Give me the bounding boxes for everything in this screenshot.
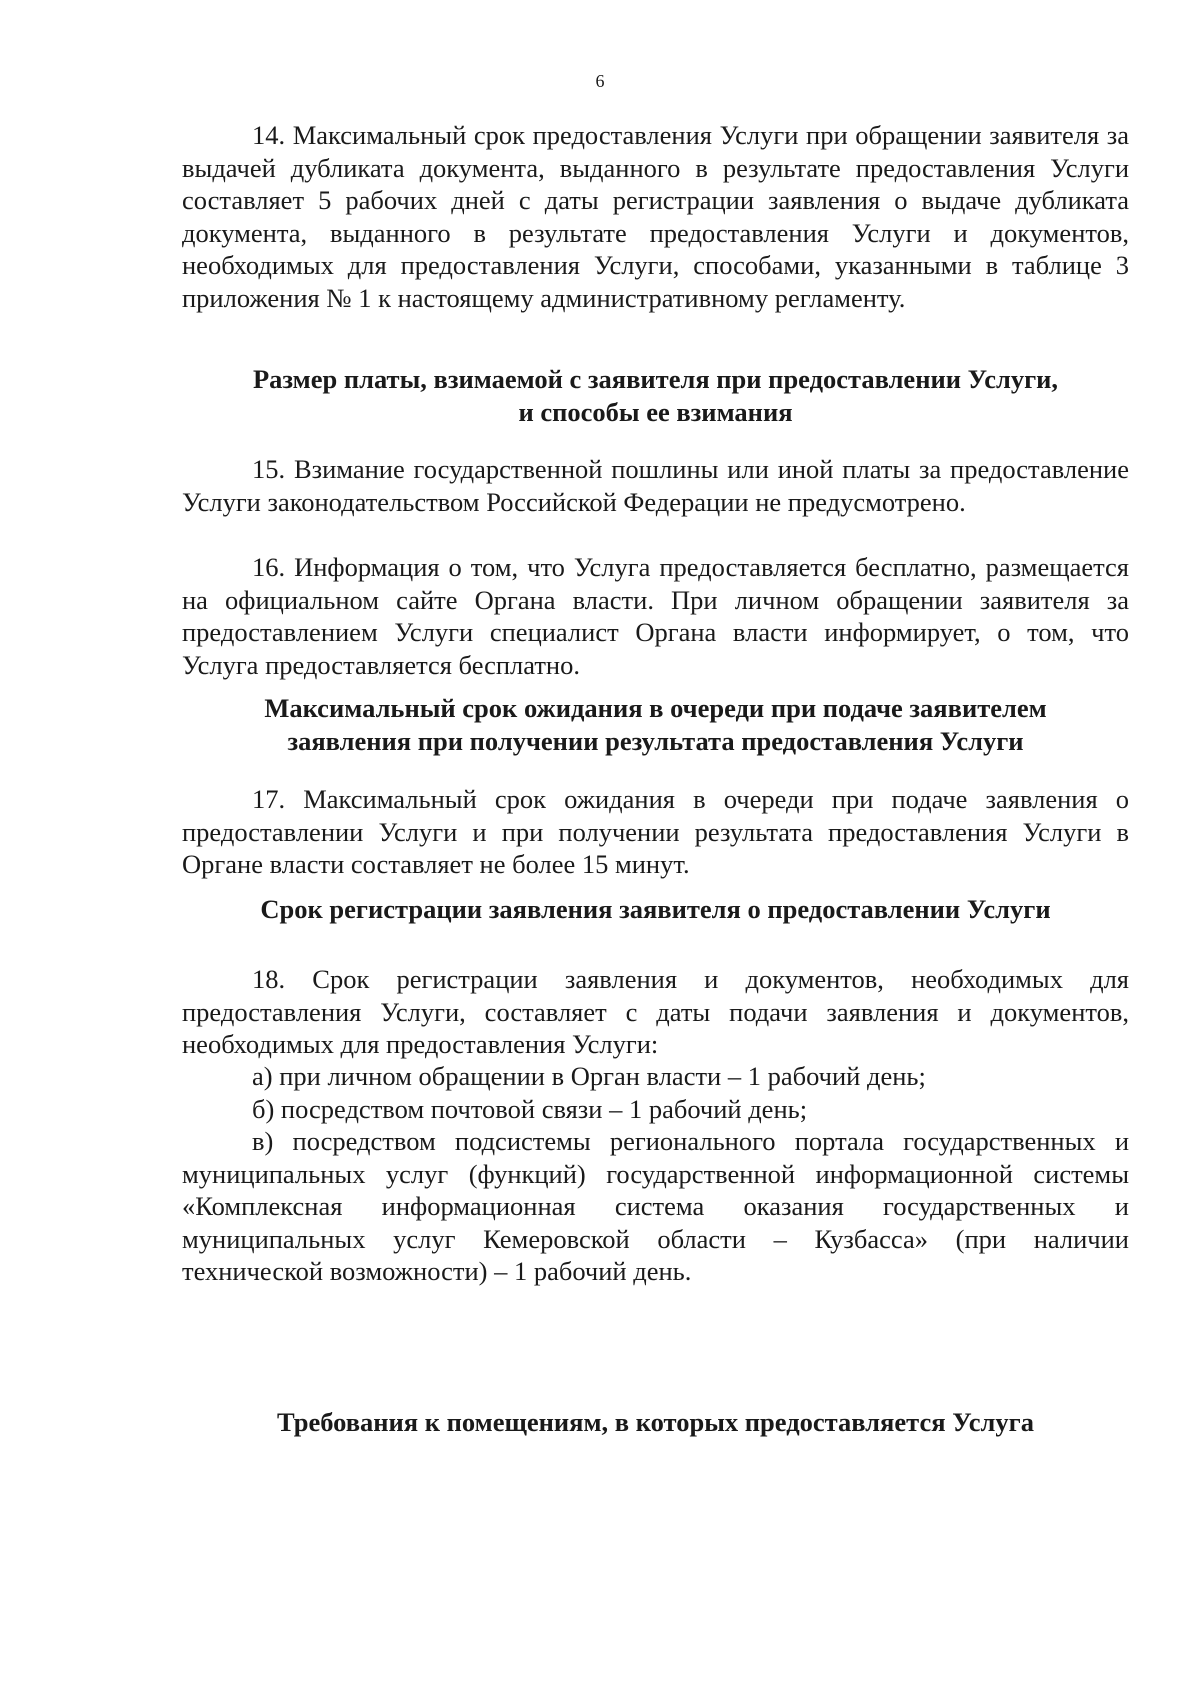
- heading-fee-line2: и способы ее взимания: [518, 396, 793, 427]
- heading-queue: [182, 692, 1129, 757]
- heading-queue-line2: заявления при получении результата предоставления Услуги: [287, 725, 1024, 756]
- heading-fee: [182, 363, 1129, 428]
- paragraph-18: 18. Срок регистрации заявления и документов, необходимых для предоставления Услуги, составляет с даты подачи заявления и документов, необходимых для предоставления Услуги:: [182, 964, 1129, 1060]
- heading-premises: Требования к помещениям, в которых предоставляется Услуга: [277, 1407, 1034, 1437]
- heading-fee-line1: Размер платы, взимаемой с заявителя при предоставлении Услуги,: [252, 364, 1059, 394]
- paragraph-18-item-b: б) посредством почтовой связи – 1 рабочий день;: [252, 1094, 808, 1124]
- paragraph-18-item-c: в) посредством подсистемы регионального портала государственных и муниципальных услуг (функций) государственной информационной системы «Комплексная информационная система оказания государственных и муниципальных услуг Кемеровской области – Кузбасса» (при наличии технической возможности) – 1 рабочий день.: [182, 1126, 1129, 1287]
- heading-queue-line1: Максимальный срок ожидания в очереди при подаче заявителем: [264, 693, 1047, 723]
- paragraph-18-item-a: а) при личном обращении в Орган власти – 1 рабочий день;: [252, 1061, 926, 1091]
- page-number: 6: [595, 71, 605, 91]
- paragraph-16: 16. Информация о том, что Услуга предоставляется бесплатно, размещается на официальном сайте Органа власти. При личном обращении заявителя за предоставлением Услуги специалист Органа власти информирует, о том, что Услуга предоставляется бесплатно.: [182, 552, 1129, 680]
- paragraph-17: 17. Максимальный срок ожидания в очереди при подаче заявления о предоставлении Услуги и при получении результата предоставления Услуги в Органе власти составляет не более 15 минут.: [182, 784, 1129, 880]
- heading-registration: Срок регистрации заявления заявителя о предоставлении Услуги: [260, 894, 1051, 924]
- paragraph-15: 15. Взимание государственной пошлины или иной платы за предоставление Услуги законодательством Российской Федерации не предусмотрено.: [182, 454, 1129, 517]
- paragraph-14: 14. Максимальный срок предоставления Услуги при обращении заявителя за выдачей дубликата документа, выданного в результате предоставления Услуги составляет 5 рабочих дней с даты регистрации заявления о выдаче дубликата документа, выданного в результате предоставления Услуги и документов, необходимых для предоставления Услуги, способами, указанными в таблице 3 приложения № 1 к настоящему административному регламенту.: [182, 120, 1129, 313]
